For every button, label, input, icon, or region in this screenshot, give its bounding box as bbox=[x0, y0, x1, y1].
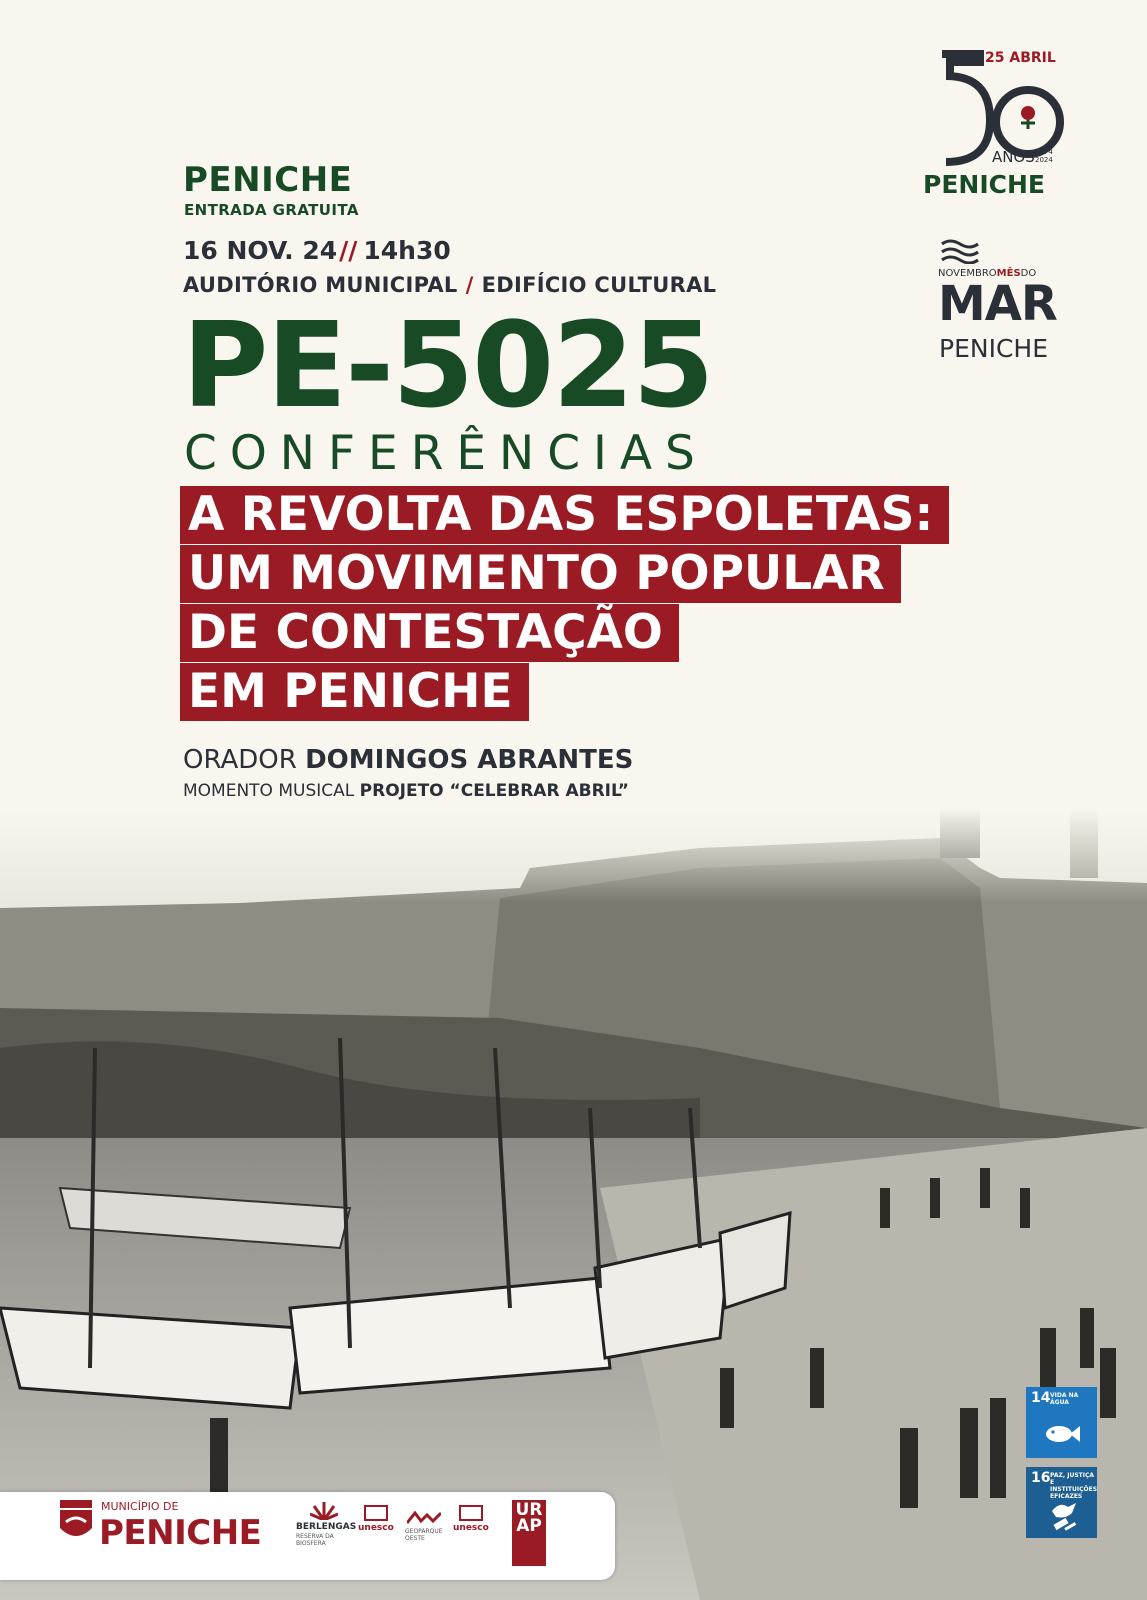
logo-years bbox=[1035, 148, 1053, 164]
mar-pre: NOVEMBRO bbox=[938, 268, 997, 279]
logo-25-abril: 25 ABRIL bbox=[985, 50, 1056, 66]
venue-name-1: AUDITÓRIO MUNICIPAL bbox=[183, 273, 458, 297]
berlengas-text: BERLENGAS bbox=[296, 1522, 357, 1532]
geoparque-icon bbox=[407, 1510, 441, 1524]
headline-line-2: UM MOVIMENTO POPULAR bbox=[180, 545, 901, 603]
sdg-16-label: PAZ, JUSTIÇA E INSTITUIÇÕES EFICAZES bbox=[1050, 1472, 1098, 1500]
event-datetime bbox=[183, 236, 451, 265]
music-name: PROJETO “CELEBRAR ABRIL” bbox=[359, 781, 629, 801]
sunburst-icon bbox=[310, 1500, 338, 1520]
event-venue bbox=[183, 273, 716, 297]
venue-name-2: EDIFÍCIO CULTURAL bbox=[481, 273, 717, 297]
speaker-label: ORADOR bbox=[183, 745, 297, 775]
berlengas-logo bbox=[296, 1500, 357, 1560]
music-label: MOMENTO MUSICAL bbox=[183, 781, 355, 801]
city-title: PENICHE bbox=[183, 160, 353, 200]
mar-post: DO bbox=[1020, 268, 1037, 279]
logo-year-end: 2024 bbox=[1035, 156, 1053, 164]
sdg-14-badge bbox=[1026, 1387, 1097, 1458]
unesco-logo-1 bbox=[358, 1505, 394, 1545]
unesco-logo-2 bbox=[453, 1505, 489, 1545]
urap-logo: URAP bbox=[512, 1500, 546, 1566]
date-separator: // bbox=[339, 236, 358, 265]
logo-anos: ANOS bbox=[992, 148, 1035, 166]
free-entry-label: ENTRADA GRATUITA bbox=[184, 201, 359, 219]
main-subtitle: CONFERÊNCIAS bbox=[184, 426, 708, 481]
headline-line-4: EM PENICHE bbox=[180, 663, 529, 721]
fish-icon bbox=[1044, 1423, 1080, 1445]
geoparque-text: GEOPARQUE OESTE bbox=[405, 1528, 443, 1542]
mar-word: MAR bbox=[938, 276, 1057, 332]
unesco-text-2: unesco bbox=[453, 1523, 489, 1533]
logo-50-place: PENICHE bbox=[923, 170, 1045, 199]
event-time: 14h30 bbox=[363, 236, 451, 265]
mar-place: PENICHE bbox=[939, 334, 1048, 363]
sdg-16-number: 16 bbox=[1031, 1470, 1051, 1486]
sdg-14-number: 14 bbox=[1031, 1390, 1051, 1406]
harbor-photo bbox=[0, 808, 1147, 1600]
venue-separator: / bbox=[465, 273, 474, 297]
unesco-text-1: unesco bbox=[358, 1523, 394, 1533]
logo-year-start: 1974 bbox=[1035, 148, 1053, 156]
headline-line-3: DE CONTESTAÇÃO bbox=[180, 604, 679, 662]
geoparque-logo bbox=[405, 1510, 445, 1546]
waves-icon bbox=[940, 238, 980, 264]
sdg-16-badge bbox=[1026, 1467, 1097, 1538]
abril-50-logo bbox=[923, 50, 1080, 210]
event-date: 16 NOV. 24 bbox=[183, 236, 338, 265]
music-line bbox=[183, 781, 629, 801]
main-title: PE-5025 bbox=[182, 296, 713, 434]
unesco-temple-icon bbox=[364, 1505, 388, 1521]
municipio-name: PENICHE bbox=[99, 1513, 262, 1553]
municipio-crest-icon bbox=[58, 1500, 94, 1544]
speaker-line bbox=[183, 745, 633, 775]
municipio-label: MUNICÍPIO DE bbox=[101, 1500, 179, 1513]
sdg-14-label: VIDA NA ÁGUA bbox=[1050, 1392, 1079, 1406]
mes-do-mar-logo bbox=[940, 238, 1080, 368]
dove-gavel-icon bbox=[1046, 1499, 1080, 1533]
berlengas-subtext: RESERVA DA BIOSFERA bbox=[296, 1533, 334, 1547]
unesco-temple-icon bbox=[459, 1505, 483, 1521]
carnation-icon bbox=[1016, 105, 1040, 129]
speaker-name: DOMINGOS ABRANTES bbox=[305, 745, 634, 775]
mar-mid: MÊS bbox=[996, 268, 1021, 279]
headline-line-1: A REVOLTA DAS ESPOLETAS: bbox=[180, 486, 949, 544]
